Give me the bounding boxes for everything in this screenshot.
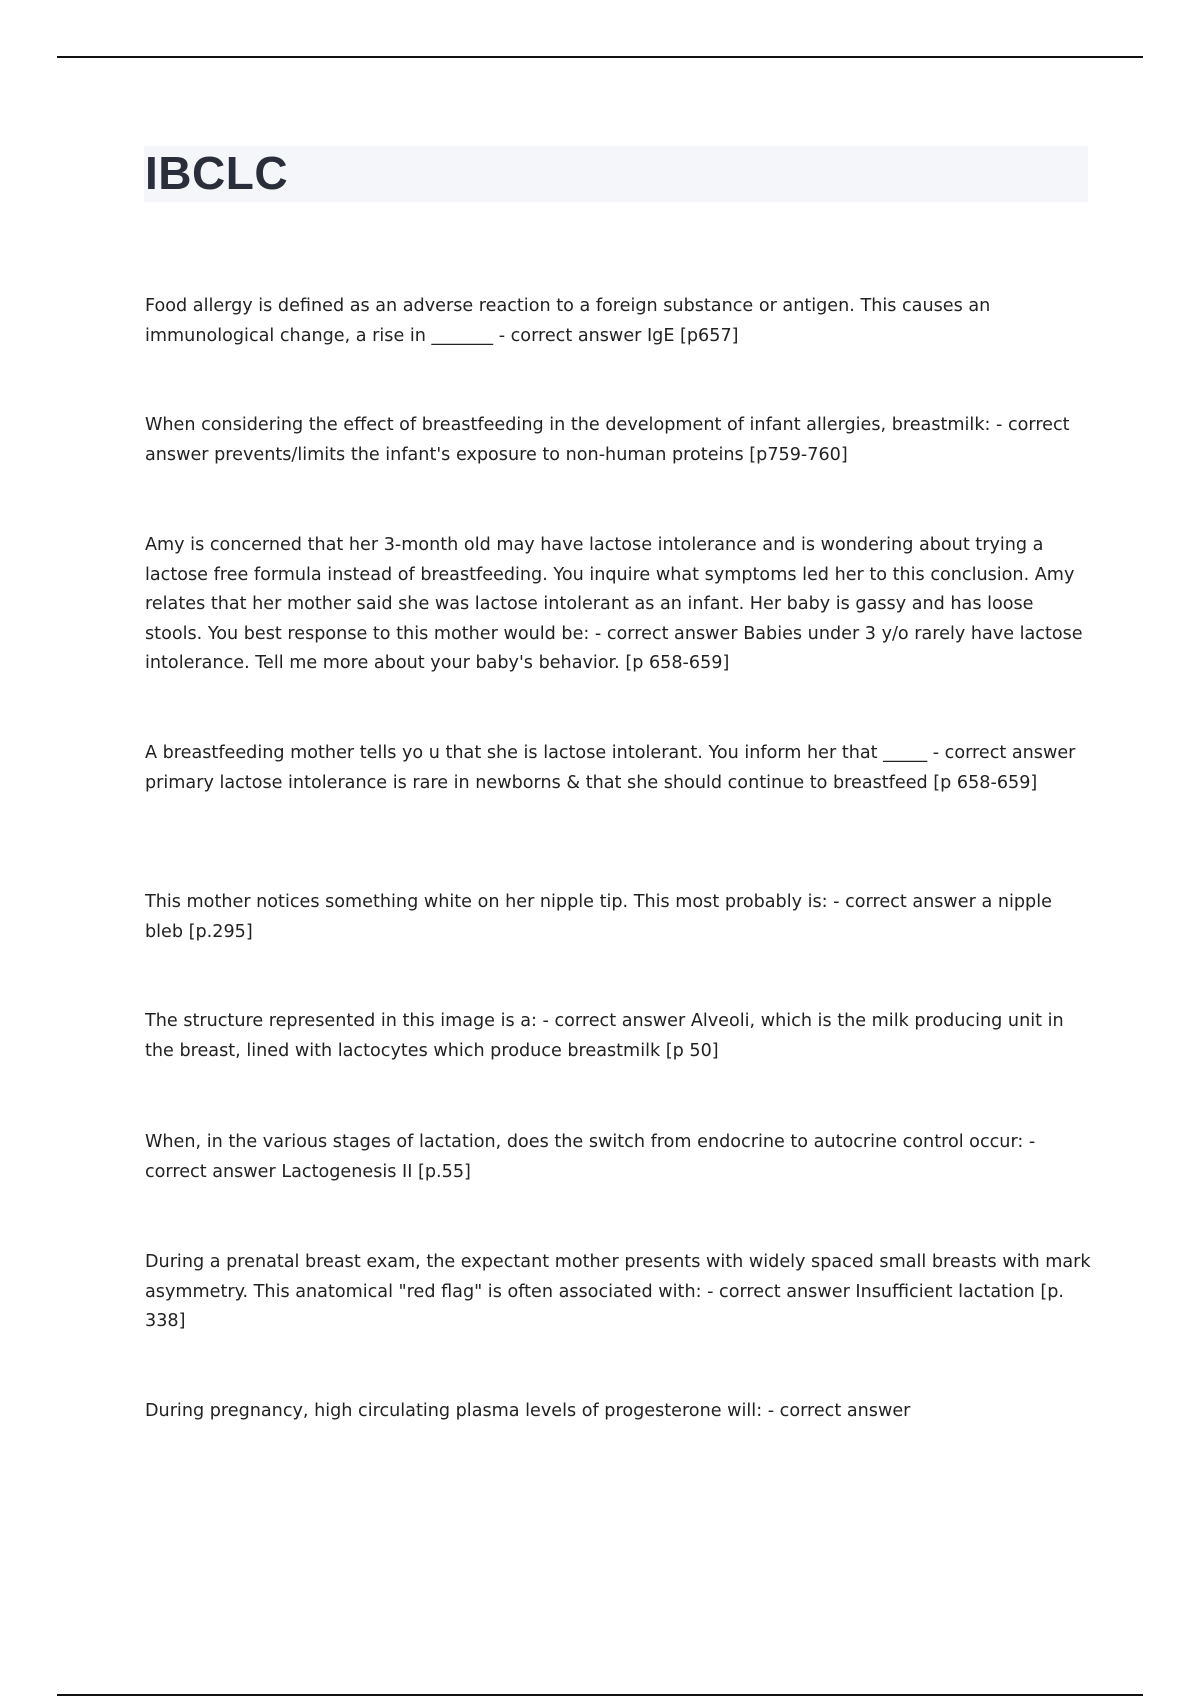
question-item: Food allergy is defined as an adverse reaction to a foreign substance or antigen. This causes an immunological change, a rise in _______ - correct answer IgE [p657] — [145, 296, 991, 346]
question-item: When considering the effect of breastfeeding in the development of infant allergies, breastmilk: - correct answer prevents/limits the infant's exposure to non-human proteins [p759-760] — [145, 415, 1070, 465]
question-item: During pregnancy, high circulating plasma levels of progesterone will: - correct answer — [145, 1401, 911, 1421]
document-title: IBCLC — [145, 147, 289, 199]
bottom-divider — [57, 1694, 1143, 1696]
question-item: When, in the various stages of lactation, does the switch from endocrine to autocrine control occur: - correct answer Lactogenesis II [p.55] — [145, 1132, 1036, 1182]
question-item: During a prenatal breast exam, the expectant mother presents with widely spaced small breasts with mark asymmetry. This anatomical "red flag" is often associated with: - correct answer Insufficient lactation [p. 338] — [145, 1252, 1091, 1331]
question-item: The structure represented in this image is a: - correct answer Alveoli, which is the milk producing unit in the breast, lined with lactocytes which produce breastmilk [p 50] — [145, 1011, 1064, 1061]
question-item: Amy is concerned that her 3-month old may have lactose intolerance and is wondering about trying a lactose free formula instead of breastfeeding. You inquire what symptoms led her to this conclusion. Amy relates that her mother said she was lactose intolerant as an infant. Her baby is gassy and has loose stools. You best response to this mother would be: - correct answer Babies under 3 y/o rarely have lactose intolerance. Tell me more about your baby's behavior. [p 658-659] — [145, 535, 1083, 673]
top-divider — [57, 56, 1143, 58]
question-item: This mother notices something white on her nipple tip. This most probably is: - correct answer a nipple bleb [p.295] — [145, 892, 1052, 942]
question-item: A breastfeeding mother tells yo u that she is lactose intolerant. You inform her that _____ - correct answer primary lactose intolerance is rare in newborns & that she should continue to breastfeed [p 658-659] — [145, 743, 1076, 793]
